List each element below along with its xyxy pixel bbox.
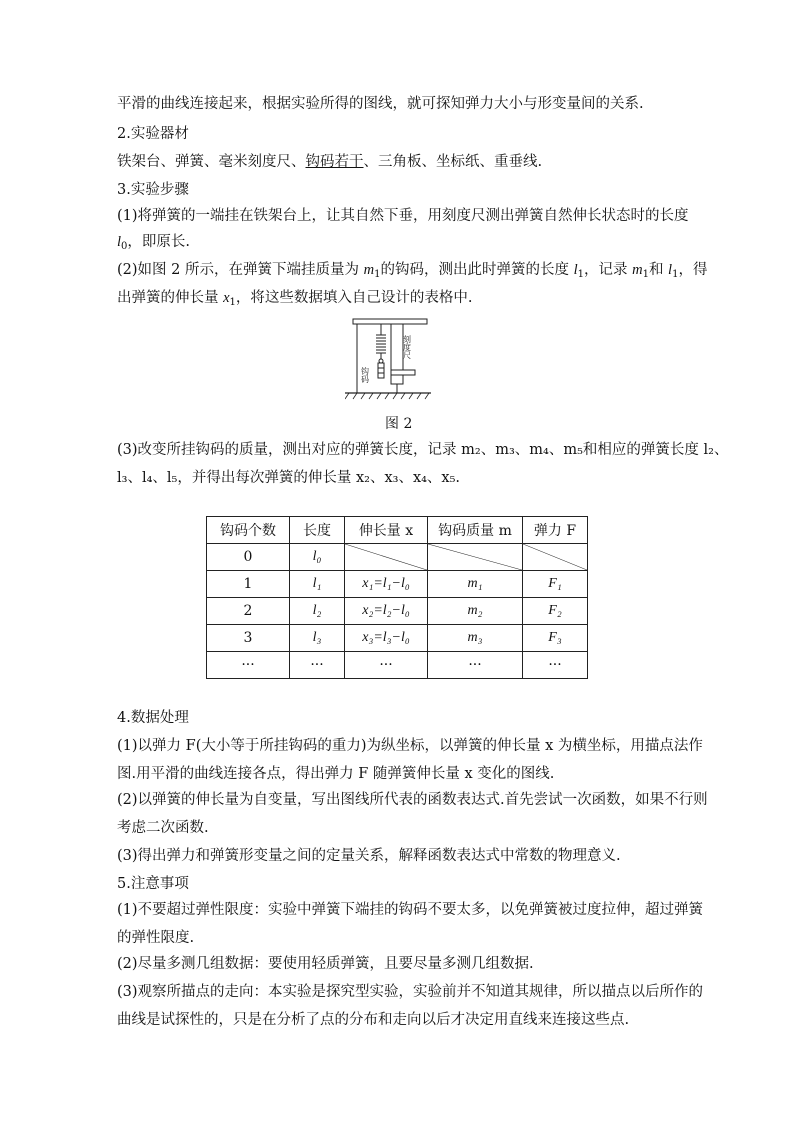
text-run: ，将这些数据填入自己设计的表格中. xyxy=(235,290,473,306)
symbol-m: m xyxy=(363,262,375,278)
table-cell: l₁ xyxy=(290,571,345,598)
step-1-line-1: (1)将弹簧的一端挂在铁架台上，让其自然下垂，用刻度尺测出弹簧自然伸长状态时的长度 xyxy=(117,208,689,224)
subscript: 1 xyxy=(577,269,584,280)
table-cell: x₃=l₃−l₀ xyxy=(345,625,428,652)
spring-coils xyxy=(376,335,386,353)
subscript: 1 xyxy=(672,269,679,280)
crossbar xyxy=(353,319,427,324)
table-header-cell: 钩码个数 xyxy=(207,517,290,544)
table-header-cell: 长度 xyxy=(290,517,345,544)
text-run: 和 xyxy=(648,262,669,278)
table-cell: l₃ xyxy=(290,625,345,652)
table-cell: x₂=l₂−l₀ xyxy=(345,598,428,625)
data-3: (3)得出弹力和弹簧形变量之间的定量关系，解释函数表达式中常数的物理意义. xyxy=(117,848,621,864)
figure-caption: 图 2 xyxy=(385,416,413,432)
hook-weight-label: 钩码 xyxy=(360,367,370,383)
weight-3 xyxy=(378,373,384,378)
table-cell: l₂ xyxy=(290,598,345,625)
weight-2 xyxy=(378,368,384,373)
step-2-line-1 xyxy=(117,260,707,285)
table-cell: l₀ xyxy=(290,544,345,571)
table-cell: 0 xyxy=(207,544,290,571)
symbol-l: l xyxy=(668,262,673,278)
table-cell: 1 xyxy=(207,571,290,598)
subscript: 1 xyxy=(229,297,236,308)
note-3-line-1: (3)观察所描点的走向：本实验是探究型实验，实验前并不知道其规律，所以描点以后所作的 xyxy=(117,984,704,1000)
table-row xyxy=(207,625,588,652)
equipment-list xyxy=(117,152,542,172)
table-cell: ··· xyxy=(523,652,588,679)
step-3-line-2: l₃、l₄、l₅，并得出每次弹簧的伸长量 x₂、x₃、x₄、x₅. xyxy=(117,470,461,486)
table-header-cell: 弹力 F xyxy=(523,517,588,544)
text-run: 的钩码，测出此时弹簧的长度 xyxy=(380,262,574,278)
ruler-label: 刻度尺 xyxy=(402,335,412,359)
table-cell: F₃ xyxy=(523,625,588,652)
table-row xyxy=(207,598,588,625)
step-1-tail: ，即原长. xyxy=(127,234,191,250)
table-cell: F₂ xyxy=(523,598,588,625)
data-2-line-2: 考虑二次函数. xyxy=(117,820,209,836)
table-cell: m₃ xyxy=(428,625,523,652)
table-cell: ··· xyxy=(345,652,428,679)
measurement-table xyxy=(206,516,588,679)
note-1-line-1: (1)不要超过弹性限度：实验中弹簧下端挂的钩码不要太多，以免弹簧被过度拉伸，超过弹簧 xyxy=(117,902,704,918)
paragraph-intro-end: 平滑的曲线连接起来，根据实验所得的图线，就可探知弹力大小与形变量间的关系. xyxy=(117,96,644,112)
step-3-line-1: (3)改变所挂钩码的质量，测出对应的弹簧长度，记录 m₂、m₃、m₄、m₅和相应的弹簧长度 l₂、 xyxy=(117,442,729,458)
table-cell: x₁=l₁−l₀ xyxy=(345,571,428,598)
symbol-l: l xyxy=(117,234,122,250)
table-cell: 2 xyxy=(207,598,290,625)
subscript: 0 xyxy=(121,241,128,252)
symbol-l: l xyxy=(573,262,578,278)
table-header-row xyxy=(207,517,588,544)
section-heading-equipment: 2.实验器材 xyxy=(117,126,189,142)
step-2-line-2 xyxy=(117,288,473,313)
data-1-line-1: (1)以弹力 F(大小等于所挂钩码的重力)为纵坐标，以弹簧的伸长量 x 为横坐标，用描点法作 xyxy=(117,738,703,754)
weight-1 xyxy=(378,363,384,368)
section-heading-steps: 3.实验步骤 xyxy=(117,182,189,198)
section-heading-data-processing: 4.数据处理 xyxy=(117,710,189,726)
table-header-cell: 钩码质量 m xyxy=(428,517,523,544)
text-run: (2)如图 2 所示，在弹簧下端挂质量为 xyxy=(117,262,364,278)
table-header-cell: 伸长量 x xyxy=(345,517,428,544)
text-run: ，记录 xyxy=(583,262,633,278)
table-row xyxy=(207,652,588,679)
symbol-m: m xyxy=(632,262,643,278)
table-row xyxy=(207,571,588,598)
table-cell-slashed xyxy=(523,544,588,571)
table-cell-slashed xyxy=(428,544,523,571)
spring-apparatus-figure xyxy=(345,315,431,411)
subscript: 1 xyxy=(374,269,381,280)
equipment-text-a: 铁架台、弹簧、毫米刻度尺、 xyxy=(117,154,306,170)
data-2-line-1: (2)以弹簧的伸长量为自变量，写出图线所代表的函数表达式.首先尝试一次函数，如果不行则 xyxy=(117,792,708,808)
note-3-line-2: 曲线是试探性的，只是在分析了点的分布和走向以后才决定用直线来连接这些点. xyxy=(117,1012,630,1028)
table-row xyxy=(207,544,588,571)
section-heading-notes: 5.注意事项 xyxy=(117,876,189,892)
subscript: 1 xyxy=(642,269,649,280)
table-cell: m₁ xyxy=(428,571,523,598)
equipment-text-b: 、三角板、坐标纸、重垂线. xyxy=(363,154,543,170)
ruler-base xyxy=(391,370,415,375)
table-cell: ··· xyxy=(290,652,345,679)
note-2: (2)尽量多测几组数据：要使用轻质弹簧，且要尽量多测几组数据. xyxy=(117,956,534,972)
table-cell: 3 xyxy=(207,625,290,652)
equipment-text-underlined: 钩码若干 xyxy=(305,154,364,170)
ground-hatching xyxy=(345,393,429,399)
table-cell-slashed xyxy=(345,544,428,571)
text-run: 出弹簧的伸长量 xyxy=(117,290,224,306)
table-cell: ··· xyxy=(207,652,290,679)
symbol-x: x xyxy=(223,290,230,306)
text-run: ，得 xyxy=(678,262,708,278)
data-1-line-2: 图.用平滑的曲线连接各点，得出弹力 F 随弹簧伸长量 x 变化的图线. xyxy=(117,766,555,782)
step-1-line-2 xyxy=(117,232,190,257)
table-cell: m₂ xyxy=(428,598,523,625)
table-cell: ··· xyxy=(428,652,523,679)
table-cell: F₁ xyxy=(523,571,588,598)
hook-ring xyxy=(379,359,383,363)
note-1-line-2: 的弹性限度. xyxy=(117,930,195,946)
